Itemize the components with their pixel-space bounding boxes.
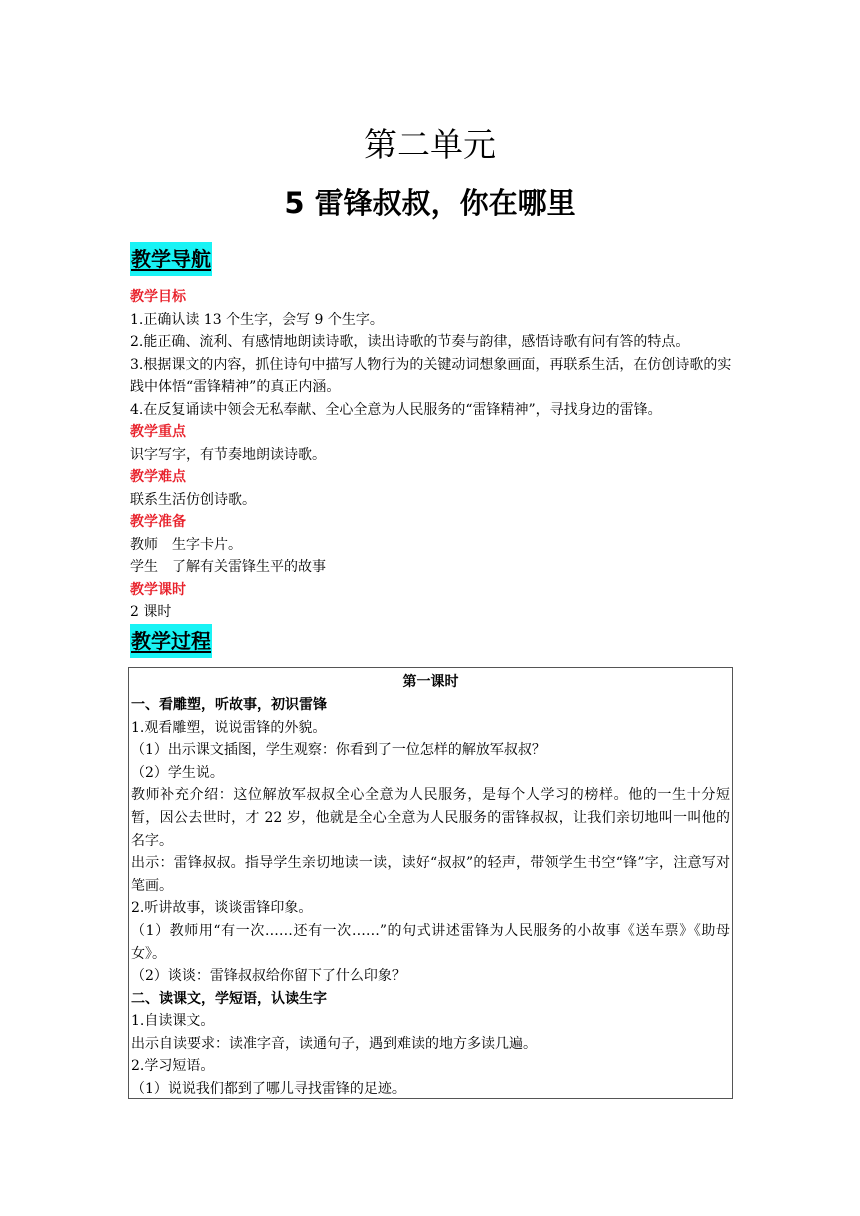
lesson-title: 5 雷锋叔叔，你在哪里 [284,186,576,220]
periods-text: 2 课时 [130,604,172,620]
objective-item: 4.在反复诵读中领会无私奉献、全心全意为人民服务的“雷锋精神”，寻找身边的雷锋。 [130,401,662,418]
table-row: （2）谈谈：雷锋叔叔给你留下了什么印象？ [131,967,406,984]
table-row: （1）教师用“有一次……还有一次……”的句式讲述雷锋为人民服务的小故事《送车票》《助母女》。 [131,922,730,962]
unit-title: 第二单元 [364,125,496,164]
section-heading-navigation: 教学导航 [130,242,212,276]
periods-label: 教学课时 [130,581,186,598]
preparation-student: 学生 了解有关雷锋生平的故事 [130,559,326,575]
teaching-guide [130,286,735,624]
objective-item: 2.能正确、流利、有感情地朗读诗歌，读出诗歌的节奏与韵律，感悟诗歌有问有答的特点。 [130,334,690,350]
table-row: （1）说说我们都到了哪儿寻找雷锋的足迹。 [131,1080,406,1097]
objective-item: 1.正确认读 13 个生字，会写 9 个生字。 [130,311,384,328]
difficulties-label: 教学难点 [130,469,186,485]
preparation-label: 教学准备 [130,514,186,530]
section-heading-process: 教学过程 [130,624,212,658]
table-row: 出示：雷锋叔叔。指导学生亲切地读一读，读好“叔叔”的轻声，带领学生书空“锋”字，注意写对笔画。 [131,855,730,894]
table-row: 2.学习短语。 [131,1058,215,1075]
objectives-label: 教学目标 [130,289,186,305]
table-header: 第一课时 [402,674,459,690]
table-row: 1.观看雕塑，说说雷锋的外貌。 [131,719,327,736]
preparation-teacher: 教师 生字卡片。 [130,536,242,553]
table-row: 出示自读要求：读准字音，读通句子，遇到难读的地方多读几遍。 [131,1035,537,1052]
table-row: （2）学生说。 [131,764,224,781]
table-row: 1.自读课文。 [131,1013,215,1030]
table-row: （1）出示课文插图，学生观察：你看到了一位怎样的解放军叔叔？ [131,742,546,759]
table-row: 二、读课文，学短语，认读生字 [131,990,327,1007]
table-row: 一、看雕塑，听故事，初识雷锋 [131,697,327,713]
table-row: 2.听讲故事，谈谈雷锋印象。 [131,900,313,917]
objective-item: 3.根据课文的内容，抓住诗句中描写人物行为的关键动词想象画面，再联系生活，在仿创诗歌的实践中体悟“雷锋精神”的真正内涵。 [130,356,732,395]
key-points-label: 教学重点 [130,424,186,440]
key-points-text: 识字写字，有节奏地朗读诗歌。 [130,446,326,463]
difficulties-text: 联系生活仿创诗歌。 [130,491,256,508]
table-row: 教师补充介绍：这位解放军叔叔全心全意为人民服务，是每个人学习的榜样。他的一生十分短暂，因公去世时，才 22 岁，他就是全心全意为人民服务的雷锋叔叔，让我们亲切地叫一叫他的名字。 [131,787,730,849]
process-table [128,667,733,1099]
